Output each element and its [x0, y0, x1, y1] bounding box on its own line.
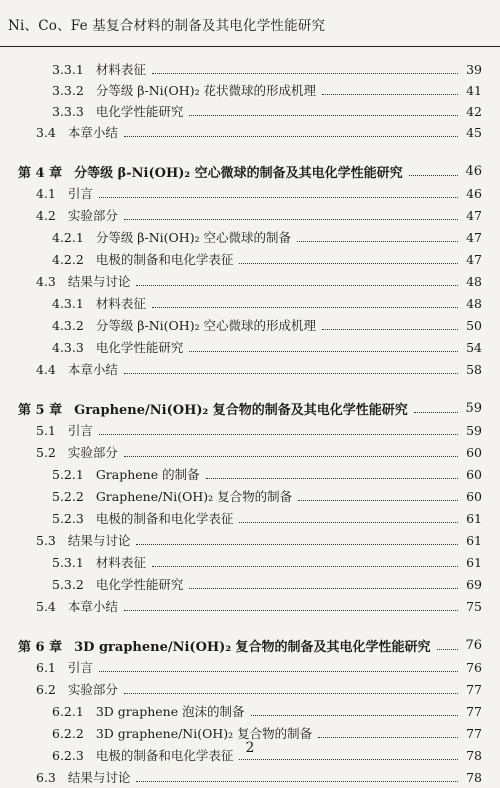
toc-chapter[interactable] — [18, 397, 482, 419]
dot-leader — [414, 412, 458, 413]
toc-entry-title: 结果与讨论 — [67, 274, 131, 289]
toc-entry-page: 60 — [466, 488, 482, 504]
toc-entry-title: 电化学性能研究 — [95, 104, 184, 119]
toc-chapter-number: 第 4 章 — [18, 165, 63, 181]
toc-entry-page: 77 — [466, 703, 482, 719]
toc-entry-title: 实验部分 — [67, 682, 118, 697]
toc-entry[interactable] — [36, 270, 482, 292]
toc-entry-page: 46 — [465, 163, 482, 179]
toc-entry-number: 4.2.1 — [52, 229, 84, 245]
toc-entry-number: 5.3.2 — [52, 576, 84, 592]
toc-entry[interactable] — [52, 248, 482, 270]
toc-entry-title: 实验部分 — [67, 208, 118, 223]
toc-entry-number: 6.3 — [36, 769, 56, 785]
toc-entry[interactable] — [52, 700, 482, 722]
toc-entry[interactable] — [36, 441, 482, 463]
toc-entry-title: 分等级 β-Ni(OH)₂ 空心微球的制备 — [95, 230, 292, 245]
toc-entry[interactable] — [36, 121, 482, 143]
toc-chapter-number: 第 6 章 — [18, 639, 63, 655]
toc-entry-page: 47 — [466, 251, 482, 267]
toc-entry[interactable] — [36, 204, 482, 226]
toc-entry-title: 材料表征 — [95, 296, 146, 311]
toc-entry-page: 60 — [466, 444, 482, 460]
dot-leader — [239, 263, 458, 264]
toc-entry[interactable] — [36, 656, 482, 678]
dot-leader — [251, 715, 458, 716]
running-header — [8, 14, 492, 34]
dot-leader — [298, 500, 458, 501]
toc-entry-page: 76 — [466, 659, 482, 675]
dot-leader — [152, 307, 458, 308]
toc-entry-page: 42 — [466, 103, 482, 119]
toc-entry-number: 4.3 — [36, 273, 56, 289]
toc-entry-title: 引言 — [67, 660, 93, 675]
dot-leader — [318, 737, 458, 738]
dot-leader — [124, 136, 458, 137]
dot-leader — [322, 329, 458, 330]
toc-entry-page: 47 — [466, 207, 482, 223]
toc-chapter-title: 分等级 β-Ni(OH)₂ 空心微球的制备及其电化学性能研究 — [74, 165, 403, 181]
toc-entry-number: 3.3.2 — [52, 82, 84, 98]
toc-entry-number: 6.2.1 — [52, 703, 84, 719]
dot-leader — [437, 649, 458, 650]
toc-entry-title: 3D graphene/Ni(OH)₂ 复合物的制备 — [95, 726, 313, 741]
dot-leader — [124, 693, 458, 694]
toc-entry-page: 76 — [465, 637, 482, 653]
dot-leader — [99, 434, 458, 435]
running-header-title: Ni、Co、Fe 基复合材料的制备及其电化学性能研究 — [8, 18, 326, 34]
toc-entry-number: 6.1 — [36, 659, 56, 675]
toc-entry-number: 3.3.1 — [52, 61, 84, 77]
dot-leader — [136, 781, 458, 782]
toc-entry-title: 引言 — [67, 186, 93, 201]
toc-entry[interactable] — [52, 58, 482, 80]
dot-leader — [409, 175, 458, 176]
toc-entry-page: 47 — [466, 229, 482, 245]
dot-leader — [152, 73, 458, 74]
toc-entry-number: 5.3.1 — [52, 554, 84, 570]
toc-entry[interactable] — [52, 485, 482, 507]
toc-chapter[interactable] — [18, 160, 482, 182]
toc-entry-number: 4.3.2 — [52, 317, 84, 333]
toc-entry[interactable] — [52, 314, 482, 336]
toc-entry[interactable] — [52, 551, 482, 573]
toc-entry[interactable] — [52, 292, 482, 314]
dot-leader — [189, 588, 458, 589]
toc-entry-number: 4.3.3 — [52, 339, 84, 355]
toc-entry-title: 实验部分 — [67, 445, 118, 460]
dot-leader — [239, 522, 458, 523]
toc-entry-page: 77 — [466, 681, 482, 697]
toc-entry-page: 61 — [466, 532, 482, 548]
toc-entry-number: 5.4 — [36, 598, 56, 614]
toc-chapter[interactable] — [18, 634, 482, 656]
toc-chapter-number: 第 5 章 — [18, 402, 63, 418]
dot-leader — [136, 544, 458, 545]
toc-entry-title: 电极的制备和电化学表征 — [95, 748, 234, 763]
toc-entry-title: Graphene/Ni(OH)₂ 复合物的制备 — [95, 489, 293, 504]
toc-chapter-title: 3D graphene/Ni(OH)₂ 复合物的制备及其电化学性能研究 — [74, 639, 431, 655]
dot-leader — [99, 197, 458, 198]
toc-entry-title: 本章小结 — [67, 362, 118, 377]
toc-entry[interactable] — [52, 336, 482, 358]
dot-leader — [99, 671, 458, 672]
toc-entry-page: 61 — [466, 510, 482, 526]
toc-entry-title: 电极的制备和电化学表征 — [95, 252, 234, 267]
toc-entry-title: 材料表征 — [95, 555, 146, 570]
toc-entry[interactable] — [36, 358, 482, 380]
toc-entry-page: 45 — [466, 124, 482, 140]
dot-leader — [189, 351, 458, 352]
toc-entry-page: 61 — [466, 554, 482, 570]
toc-entry-page: 48 — [466, 273, 482, 289]
toc-entry[interactable] — [52, 100, 482, 122]
toc-entry-number: 4.4 — [36, 361, 56, 377]
toc-entry-title: Graphene 的制备 — [95, 467, 200, 482]
toc-entry-page: 39 — [466, 61, 482, 77]
toc-entry-number: 5.3 — [36, 532, 56, 548]
toc-entry-page: 54 — [466, 339, 482, 355]
toc-entry-number: 5.2.1 — [52, 466, 84, 482]
toc-entry-page: 60 — [466, 466, 482, 482]
toc-entry-title: 3D graphene 泡沫的制备 — [95, 704, 245, 719]
toc-entry[interactable] — [36, 595, 482, 617]
toc-entry-page: 48 — [466, 295, 482, 311]
toc-entry-number: 6.2.3 — [52, 747, 84, 763]
dot-leader — [124, 219, 458, 220]
toc-entry[interactable] — [36, 419, 482, 441]
toc-entry-number: 6.2 — [36, 681, 56, 697]
dot-leader — [297, 241, 458, 242]
toc-entry-number: 4.1 — [36, 185, 56, 201]
dot-leader — [124, 456, 458, 457]
header-divider — [0, 46, 500, 47]
toc-entry[interactable] — [52, 463, 482, 485]
toc-entry-number: 3.4 — [36, 124, 56, 140]
dot-leader — [322, 94, 458, 95]
toc-entry-number: 5.1 — [36, 422, 56, 438]
toc-entry-number: 5.2.3 — [52, 510, 84, 526]
toc-entry-number: 4.2 — [36, 207, 56, 223]
toc-entry-number: 5.2.2 — [52, 488, 84, 504]
toc-entry-page: 59 — [466, 422, 482, 438]
dot-leader — [189, 115, 458, 116]
toc-entry-page: 77 — [466, 725, 482, 741]
toc-entry-page: 50 — [466, 317, 482, 333]
toc-entry-title: 电化学性能研究 — [95, 340, 184, 355]
toc-entry[interactable] — [36, 529, 482, 551]
toc-entry-number: 6.2.2 — [52, 725, 84, 741]
toc-entry-page: 41 — [466, 82, 482, 98]
toc-entry-title: 电化学性能研究 — [95, 577, 184, 592]
toc-entry-page: 69 — [466, 576, 482, 592]
toc-entry-page: 75 — [466, 598, 482, 614]
toc-entry[interactable] — [52, 573, 482, 595]
dot-leader — [152, 566, 458, 567]
toc-entry-title: 分等级 β-Ni(OH)₂ 空心微球的形成机理 — [95, 318, 317, 333]
toc-entry[interactable] — [36, 182, 482, 204]
toc-entry[interactable] — [52, 226, 482, 248]
dot-leader — [206, 478, 458, 479]
toc-entry-title: 本章小结 — [67, 599, 118, 614]
toc-entry-title: 本章小结 — [67, 125, 118, 140]
toc-entry-title: 结果与讨论 — [67, 533, 131, 548]
toc-entry-page: 58 — [466, 361, 482, 377]
toc-entry[interactable] — [36, 678, 482, 700]
toc-entry-number: 5.2 — [36, 444, 56, 460]
dot-leader — [136, 285, 458, 286]
toc-entry-title: 引言 — [67, 423, 93, 438]
dot-leader — [124, 610, 458, 611]
toc-entry[interactable] — [52, 507, 482, 529]
toc-entry-title: 电极的制备和电化学表征 — [95, 511, 234, 526]
dot-leader — [239, 759, 458, 760]
toc-entry-number: 3.3.3 — [52, 103, 84, 119]
toc-entry-page: 46 — [466, 185, 482, 201]
toc-entry-title: 分等级 β-Ni(OH)₂ 花状微球的形成机理 — [95, 83, 317, 98]
toc-entry-page: 59 — [465, 400, 482, 416]
toc-entry-number: 4.2.2 — [52, 251, 84, 267]
toc-entry[interactable] — [52, 79, 482, 101]
toc-entry-page: 78 — [466, 747, 482, 763]
page-number: 2 — [245, 740, 255, 756]
toc-entry-title: 材料表征 — [95, 62, 146, 77]
toc-chapter-title: Graphene/Ni(OH)₂ 复合物的制备及其电化学性能研究 — [74, 402, 408, 418]
toc-entry-number: 4.3.1 — [52, 295, 84, 311]
toc-entry-page: 78 — [466, 769, 482, 785]
dot-leader — [124, 373, 458, 374]
toc-entry-title: 结果与讨论 — [67, 770, 131, 785]
